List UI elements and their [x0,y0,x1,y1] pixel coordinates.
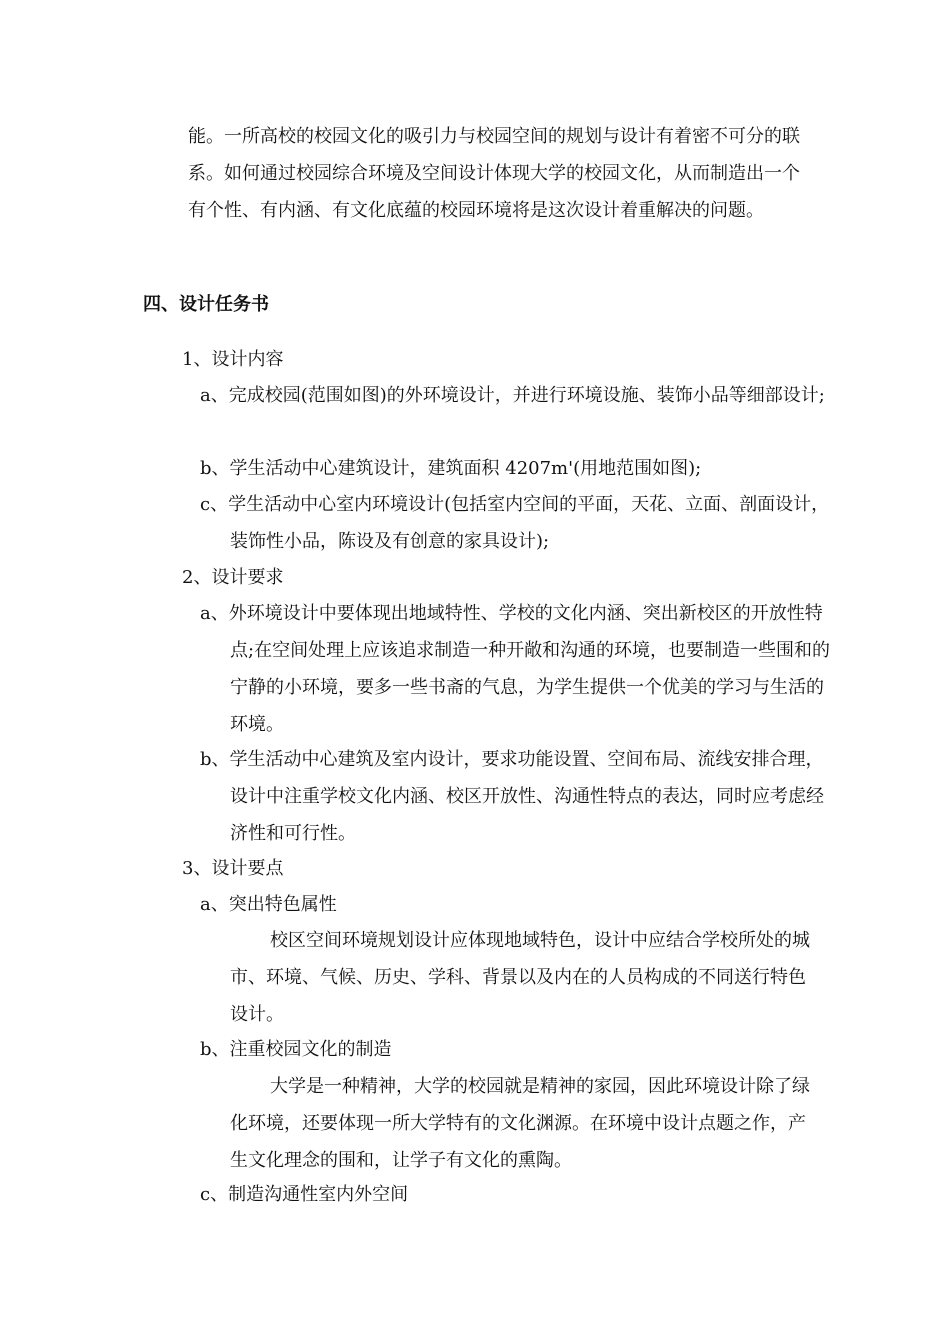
design-points-item-b-title: b、注重校园文化的制造 [200,1039,392,1060]
design-requirements-item-b: b、学生活动中心建筑及室内设计，要求功能设置、空间布局、流线安排合理，设计中注重学校文化内涵、校区开放性、沟通性特点的表达，同时应考虑经济性和可行性。 [200,749,824,844]
design-content-item-a: a、完成校园(范围如图)的外环境设计，并进行环境设施、装饰小品等细部设计; [200,385,825,406]
design-points-item-a-text: 校区空间环境规划设计应体现地域特色，设计中应结合学校所处的城市、环境、气候、历史、学科、背景以及内在的人员构成的不同送行特色设计。 [230,930,810,1025]
design-content-item-c: c、学生活动中心室内环境设计(包括室内空间的平面，天花、立面、剖面设计，装饰性小品，陈设及有创意的家具设计); [200,494,830,552]
design-content-title: 1、设计内容 [182,349,284,370]
intro-paragraph: 能。一所高校的校园文化的吸引力与校园空间的规划与设计有着密不可分的联系。如何通过校园综合环境及空间设计体现大学的校园文化，从而制造出一个有个性、有内涵、有文化底蕴的校园环境将是这次设计着重解决的问题。 [188,126,800,221]
design-requirements-title: 2、设计要求 [182,567,284,588]
design-points-title: 3、设计要点 [182,858,284,879]
design-points-item-c-title: c、制造沟通性室内外空间 [200,1184,409,1205]
design-content-item-b: b、学生活动中心建筑设计，建筑面积 4207m'(用地范围如图); [200,458,702,479]
design-requirements-item-a: a、外环境设计中要体现出地域特性、学校的文化内涵、突出新校区的开放性特点;在空间处理上应该追求制造一种开敞和沟通的环境，也要制造一些围和的宁静的小环境，要多一些书斋的气息，为学生提供一个优美的学习与生活的环境。 [200,603,831,735]
design-points-item-b-text: 大学是一种精神，大学的校园就是精神的家园，因此环境设计除了绿化环境，还要体现一所大学特有的文化渊源。在环境中设计点题之作，产生文化理念的围和，让学子有文化的熏陶。 [230,1076,810,1171]
section-heading: 四、设计任务书 [143,294,269,315]
design-points-item-a-title: a、突出特色属性 [200,894,337,915]
